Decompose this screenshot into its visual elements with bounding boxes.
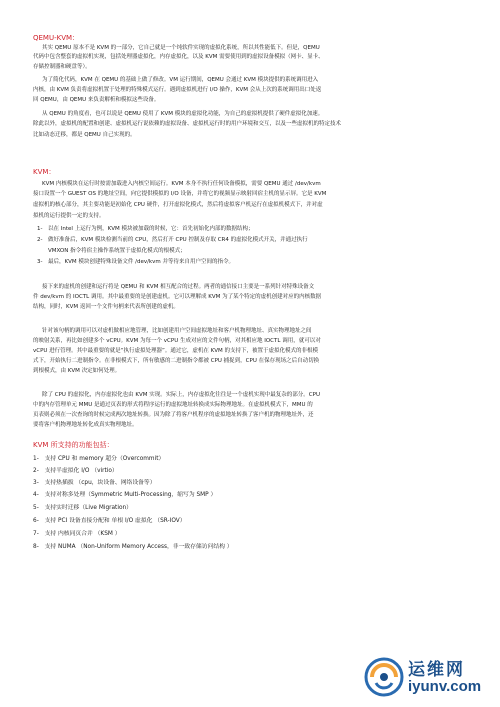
qemu-kvm-heading: QEMU-KVM： [33, 34, 80, 42]
feature-list-item: 4- 支持对称多处理（Symmetric Multi-Processing，缩写为 SMP ） [33, 492, 217, 498]
watermark-logo-icon [364, 657, 404, 697]
qemu-paragraph-line: 比如动态迁移，都是 QEMU 自己实现的。 [33, 132, 136, 138]
qemu-paragraph-line: 存储控制器和硬盘等）。 [33, 64, 91, 70]
kvm-paragraph-line: 中的内存管理单元 MMU 是通过页表的形式将程序运行的虚拟地址转换成实际物理地址。在虚拟机模式下，MMU 的 [33, 402, 313, 408]
kvm-intro-line: 虚拟机的核心部分，其主要功能是初始化 CPU 硬件，打开虚拟化模式，然后将虚拟客户机运行在虚拟机模式下，并对虚 [33, 202, 323, 208]
qemu-paragraph-line: 代码中包含整套的虚拟机实现，包括处理器虚拟化，内存虚拟化，以及 KVM 需要使用到的虚拟设备模拟（网卡、显卡、 [33, 54, 324, 60]
feature-list-item: 3- 支持热插拔 （cpu，块设备、网络设备等） [33, 480, 156, 486]
kvm-step-line: 2- 做好准备后，KVM 模块检测当前的 CPU，然后打开 CPU 控制及存取 CR4 的虚拟化模式开关，并通过执行 [37, 237, 308, 243]
kvm-paragraph-line: vCPU 进行管理。其中最重要的就是“执行虚拟处理器”。通过它，虚机在 KVM 的支持下，被置于虚拟化模式的非根模 [33, 348, 318, 354]
kvm-paragraph-line: 页表则必须在一次查询的时候完成两次地址转换。因为除了将客户机程序的虚拟地址转换了客户机的物理地址外，还 [33, 412, 314, 418]
kvm-paragraph-line: 式下，开始执行二进制指令。在非根模式下，所有敏感的二进制指令都被 CPU 捕捉到，CPU 在保存现场之后自动切换 [33, 358, 320, 364]
kvm-heading: KVM： [33, 168, 56, 176]
kvm-paragraph-line: 要将客户机物理地址转化成真实物理地址。 [33, 422, 138, 428]
kvm-features-heading: KVM 所支持的功能包括： [33, 441, 114, 449]
qemu-paragraph-line: 从 QEMU 的角度看，也可以说是 QEMU 使用了 KVM 模块的虚拟化功能，为自己的虚拟机提供了硬件虚拟化加速。 [42, 111, 324, 117]
feature-list-item: 6- 支持 PCI 设备直接分配和 单根 I/O 虚拟化 （SR-IOV） [33, 518, 186, 524]
kvm-intro-line: 拟机的运行提供一定的支持。 [33, 213, 105, 219]
feature-list-item: 5- 支持实时迁移（Live Migration） [33, 505, 132, 511]
kvm-paragraph-line: 结构，同时，KVM 返回一个文件句柄来代表所创建的虚机。 [33, 304, 179, 310]
qemu-paragraph-line: 内核，由 KVM 负责将虚拟机置于处理的特殊模式运行。遇到虚拟机进行 I/O 操作，KVM 会从上次的系统调用出口处返 [33, 87, 322, 93]
feature-list-item: 1- 支持 CPU 和 memory 超分（Overcommit） [33, 456, 165, 462]
watermark-url-text: iyunv.com [408, 678, 482, 695]
kvm-step-line: 3- 最后，KVM 模块创建特殊设备文件 /dev/kvm 并等待来自用户空间的指令。 [37, 259, 234, 265]
qemu-paragraph-line: 除此以外，虚拟机的配置和创建、虚拟机运行说依赖的虚拟设备、虚拟机运行时的用户环境和交互，以及一些虚拟机的特定技术 [33, 121, 342, 127]
feature-list-item: 8- 支持 NUMA （Non-Uniform Memory Access，非一致存储访问结构 ） [33, 544, 233, 550]
watermark-chinese-text: 运维网 [408, 660, 465, 680]
feature-list-item: 2- 支持半虚拟化 I/O （virtio） [33, 468, 118, 474]
qemu-paragraph-line: 为了简化代码，KVM 在 QEMU 的基础上做了修改。VM 运行期间，QEMU 会通过 KVM 模块提供的系统调用进入 [42, 77, 319, 83]
kvm-paragraph-line: 针对该句柄的调用可以对虚机做相应地管理，比如创建用户空间虚拟地址和客户机物理地址、真实物理地址之间 [42, 328, 312, 334]
kvm-paragraph-line: 除了 CPU 的虚拟化，内存虚拟化也由 KVM 实现。实际上，内存虚拟化往往是一个虚机实现中最复杂的部分。CPU [42, 392, 320, 398]
kvm-paragraph-line: 到根模式，由 KVM 决定如何处理。 [33, 368, 121, 374]
kvm-intro-line: 接口设置一个 GUEST OS 的地址空间，向它提供模拟的 I/O 设备，并将它的视频显示映射回宿主机的显示屏。它是 KVM [33, 191, 327, 197]
kvm-step-line: VMXON 指令将宿主操作系统置于虚拟化模式的根模式； [37, 248, 186, 254]
kvm-paragraph-line: 接下来的虚机的创建和运行将是 QEMU 和 KVM 相互配合的过程。两者的通信接口主要是一系列针对特殊设备文 [42, 284, 315, 290]
site-watermark [364, 651, 494, 701]
qemu-paragraph-line: 其实 QEMU 原本不是 KVM 的一部分，它自己就是一个纯软件实现的虚拟化系统，所以其性能低下。但是，QEMU [42, 45, 320, 51]
feature-list-item: 7- 支持 内核同页合并 （KSM ） [33, 531, 121, 537]
kvm-paragraph-line: 的映射关系，再比如创建多个 vCPU。KVM 为每一个 vCPU 生成对应的文件句柄，对其相应地 IOCTL 调用，就可以对 [33, 338, 321, 344]
kvm-paragraph-line: 件 dev/kvm 的 IOCTL 调用。其中最重要的是创建虚机。它可以理解成 KVM 为了某个特定的虚机创建对应的内核数据 [33, 294, 322, 300]
qemu-paragraph-line: 回 QEMU，由 QEMU 来负责解析和模拟这些设备。 [33, 97, 160, 103]
kvm-step-line: 1- 以在 Intel 上运行为例，KVM 模块被加载的时候，它：首先初始化内部的数据结构； [37, 226, 254, 232]
kvm-intro-line: KVM 内核模块在运行时按需加载进入内核空间运行。KVM 本身不执行任何设备模拟，需要 QEMU 通过 /dev/kvm [42, 181, 321, 187]
